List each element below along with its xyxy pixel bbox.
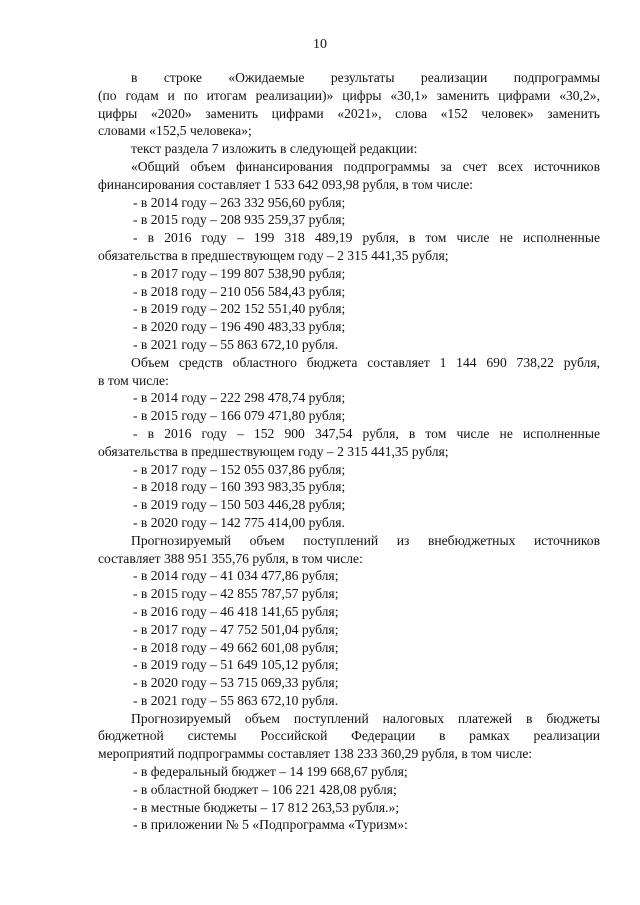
- text-line: обязательства в предшествующем году – 2 315 441,35 рубля;: [98, 247, 449, 263]
- text-line: - в 2015 году – 42 855 787,57 рубля;: [133, 586, 339, 602]
- text-line: в строке «Ожидаемые результаты реализации подпрограммы: [131, 70, 600, 85]
- text-line: «Общий объем финансирования подпрограммы за счет всех источников: [131, 158, 600, 174]
- text-line: - в областной бюджет – 106 221 428,08 рубля;: [133, 781, 397, 797]
- text-line: - в 2015 году – 166 079 471,80 рубля;: [133, 408, 346, 424]
- text-line: Прогнозируемый объем поступлений налоговых платежей в бюджеты: [131, 710, 600, 726]
- text-line: обязательства в предшествующем году – 2 315 441,35 рубля;: [98, 443, 449, 459]
- text-line: (по годам и по итогам реализации)» цифры «30,1» заменить цифрами «30,2»,: [98, 87, 600, 103]
- text-line: - в 2018 году – 160 393 983,35 рубля;: [133, 479, 346, 495]
- text-line: - в приложении № 5 «Подпрограмма «Туризм»:: [133, 817, 408, 833]
- text-line: цифры «2020» заменить цифрами «2021», слова «152 человек» заменить: [98, 105, 600, 121]
- text-line: - в 2018 году – 210 056 584,43 рубля;: [133, 283, 346, 299]
- text-line: бюджетной системы Российской Федерации в рамках реализации: [98, 728, 600, 744]
- text-line: текст раздела 7 изложить в следующей редакции:: [131, 141, 418, 157]
- text-line: - в 2014 году – 41 034 477,86 рубля;: [133, 568, 339, 584]
- text-line: финансирования составляет 1 533 642 093,98 рубля, в том числе:: [98, 176, 474, 192]
- text-line: Прогнозируемый объем поступлений из внебюджетных источников: [131, 532, 600, 548]
- text-line: - в федеральный бюджет – 14 199 668,67 рубля;: [133, 764, 408, 780]
- page-number: 10: [313, 37, 327, 52]
- document-body: [98, 69, 600, 834]
- text-line: - в местные бюджеты – 17 812 263,53 рубля.»;: [133, 799, 400, 815]
- text-line: - в 2021 году – 55 863 672,10 рубля.: [133, 336, 339, 352]
- text-line: - в 2021 году – 55 863 672,10 рубля.: [133, 692, 339, 708]
- text-line: - в 2017 году – 47 752 501,04 рубля;: [133, 621, 339, 637]
- text-line: в том числе:: [98, 372, 169, 388]
- text-line: - в 2020 году – 196 490 483,33 рубля;: [133, 319, 346, 335]
- text-line: Объем средств областного бюджета составляет 1 144 690 738,22 рубля,: [131, 354, 600, 370]
- text-line: - в 2016 году – 46 418 141,65 рубля;: [133, 603, 339, 619]
- text-line: - в 2016 году – 152 900 347,54 рубля, в том числе не исполненные: [133, 425, 600, 441]
- text-line: - в 2017 году – 199 807 538,90 рубля;: [133, 265, 346, 281]
- text-line: - в 2019 году – 202 152 551,40 рубля;: [133, 301, 346, 317]
- text-line: - в 2020 году – 53 715 069,33 рубля;: [133, 675, 339, 691]
- text-line: - в 2018 году – 49 662 601,08 рубля;: [133, 639, 339, 655]
- text-line: - в 2019 году – 51 649 105,12 рубля;: [133, 657, 339, 673]
- text-line: - в 2019 году – 150 503 446,28 рубля;: [133, 497, 346, 513]
- text-line: словами «152,5 человека»;: [98, 123, 252, 139]
- text-line: мероприятий подпрограммы составляет 138 233 360,29 рубля, в том числе:: [98, 746, 533, 762]
- text-line: - в 2014 году – 263 332 956,60 рубля;: [133, 194, 346, 210]
- text-line: составляет 388 951 355,76 рубля, в том числе:: [98, 550, 363, 566]
- text-line: - в 2014 году – 222 298 478,74 рубля;: [133, 390, 346, 406]
- text-line: - в 2020 году – 142 775 414,00 рубля.: [133, 514, 345, 530]
- text-line: - в 2015 году – 208 935 259,37 рубля;: [133, 212, 346, 228]
- text-line: - в 2017 году – 152 055 037,86 рубля;: [133, 461, 346, 477]
- text-line: - в 2016 году – 199 318 489,19 рубля, в том числе не исполненные: [133, 230, 600, 246]
